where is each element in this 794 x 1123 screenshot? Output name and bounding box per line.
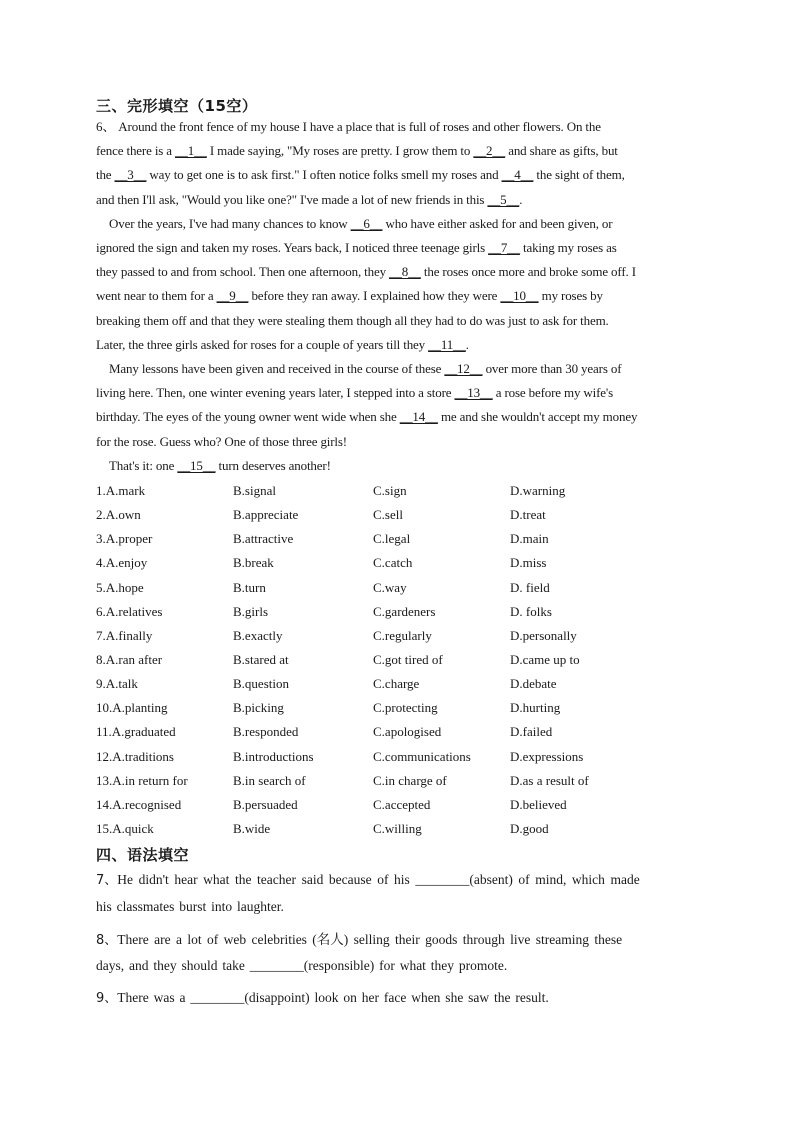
cloze-passage (96, 115, 696, 478)
passage-text: Many lessons have been given and received in the course of these (109, 361, 445, 377)
option-row-15 (96, 817, 696, 841)
option-row-14 (96, 793, 696, 817)
option-row-7 (96, 624, 696, 648)
option-5-a: 5.A.hope (96, 579, 144, 595)
option-15-c: C.willing (373, 820, 422, 836)
q7-number: 7、 (96, 873, 118, 888)
q9-number: 9、 (96, 991, 118, 1006)
option-row-13 (96, 769, 696, 793)
blank-14: __14__ (399, 409, 438, 425)
passage-text: fence there is a (96, 143, 176, 159)
passage-line (96, 139, 696, 163)
option-10-a: 10.A.planting (96, 700, 168, 716)
option-11-b: B.responded (233, 724, 299, 740)
option-13-c: C.in charge of (373, 772, 447, 788)
q8-line2: days, and they should take ________(responsible) for what they promote. (96, 958, 508, 973)
option-1-c: C.sign (373, 483, 407, 498)
passage-text: That's it: one (109, 457, 178, 473)
option-11-c: C.apologised (373, 724, 442, 740)
passage-line (96, 188, 696, 212)
option-7-b: B.exactly (233, 627, 283, 643)
option-8-c: C.got tired of (373, 651, 443, 667)
option-3-a: 3.A.proper (96, 531, 153, 547)
option-2-b: B.appreciate (233, 507, 299, 523)
option-14-c: C.accepted (373, 796, 431, 812)
blank-11: __11__ (428, 336, 466, 352)
passage-text: and share as gifts, but (505, 143, 618, 159)
passage-line (96, 309, 696, 333)
passage-line (96, 260, 696, 284)
option-4-b: B.break (233, 555, 274, 571)
option-10-c: C.protecting (373, 700, 438, 716)
blank-5: __5__ (487, 191, 520, 207)
passage-line (96, 454, 696, 478)
passage-text: went near to them for a (96, 288, 217, 304)
passage-line (96, 212, 696, 236)
option-row-2 (96, 503, 696, 527)
option-6-a: 6.A.relatives (96, 603, 163, 619)
blank-10: __10__ (500, 288, 539, 304)
option-12-b: B.introductions (233, 748, 314, 764)
option-row-8 (96, 648, 696, 672)
passage-text: . (519, 191, 523, 207)
option-row-9 (96, 672, 696, 696)
option-9-d: D.debate (510, 676, 557, 692)
option-row-5 (96, 576, 696, 600)
option-3-b: B.attractive (233, 531, 294, 547)
option-row-10 (96, 696, 696, 720)
option-12-a: 12.A.traditions (96, 748, 174, 764)
passage-line (96, 357, 696, 381)
option-row-4 (96, 551, 696, 575)
passage-text: they passed to and from school. Then one afternoon, they (96, 264, 390, 280)
option-8-a: 8.A.ran after (96, 651, 163, 667)
option-13-d: D.as a result of (510, 772, 589, 788)
passage-text: the (96, 167, 115, 183)
q9-text-1: There was a ________(disappoint) look on her face when she saw the result. (117, 990, 549, 1005)
passage-line (96, 381, 696, 405)
passage-line (96, 163, 696, 187)
option-12-d: D.expressions (510, 748, 584, 764)
option-14-a: 14.A.recognised (96, 796, 182, 812)
passage-line (96, 430, 696, 454)
option-5-d: D. field (510, 579, 550, 595)
blank-13: __13__ (454, 385, 493, 401)
passage-text: turn deserves another! (215, 457, 331, 473)
option-4-a: 4.A.enjoy (96, 555, 148, 571)
passage-line (96, 115, 696, 139)
passage-text: before they ran away. I explained how they were (248, 288, 501, 304)
option-15-a: 15.A.quick (96, 820, 154, 836)
q7-text-1: He didn't hear what the teacher said because of his ________(absent) of mind, which made (117, 872, 640, 887)
passage-text: me and she wouldn't accept my money (437, 409, 638, 425)
q9-line1 (96, 987, 694, 1006)
passage-text: Over the years, I've had many chances to know (109, 215, 351, 231)
blank-15: __15__ (177, 457, 216, 473)
option-11-a: 11.A.graduated (96, 724, 176, 740)
option-6-c: C.gardeners (373, 603, 436, 619)
option-9-b: B.question (233, 676, 289, 692)
option-7-c: C.regularly (373, 627, 432, 643)
blank-2: __2__ (473, 143, 506, 159)
passage-line (96, 405, 696, 429)
passage-text: living here. Then, one winter evening years later, I stepped into a store (96, 385, 455, 401)
passage-text: a rose before my wife's (492, 385, 614, 401)
option-8-b: B.stared at (233, 651, 289, 667)
option-11-d: D.failed (510, 724, 553, 740)
passage-text: breaking them off and that they were stealing them though all they had to do was just to ask for them. (96, 312, 609, 328)
q8-text-1: There are a lot of web celebrities (名人) selling their goods through live streaming these (117, 932, 623, 947)
option-9-a: 9.A.talk (96, 676, 138, 692)
blank-4: __4__ (501, 167, 534, 183)
section4-title: 四、语法填空 (96, 846, 190, 864)
passage-text: the roses once more and broke some off. I (420, 264, 636, 280)
option-1-a: 1.A.mark (96, 483, 146, 498)
option-4-d: D.miss (510, 555, 547, 571)
passage-text: for the rose. Guess who? One of those three girls! (96, 433, 347, 449)
blank-7: __7__ (488, 240, 520, 256)
option-7-d: D.personally (510, 627, 577, 643)
option-15-d: D.good (510, 820, 549, 836)
option-1-d: D.warning (510, 483, 566, 498)
option-4-c: C.catch (373, 555, 413, 571)
passage-line (96, 284, 696, 308)
passage-text: 6、 Around the front fence of my house I have a place that is full of roses and other flowers. On the (96, 119, 601, 134)
passage-text: . (465, 336, 469, 352)
passage-line (96, 236, 696, 260)
option-10-b: B.picking (233, 700, 284, 716)
passage-text: and then I'll ask, "Would you like one?" I've made a lot of new friends in this (96, 191, 488, 207)
blank-6: __6__ (350, 215, 383, 231)
passage-text: over more than 30 years of (482, 361, 622, 377)
q7-line1 (96, 869, 694, 888)
blank-8: __8__ (389, 264, 421, 280)
option-15-b: B.wide (233, 820, 271, 836)
option-10-d: D.hurting (510, 700, 561, 716)
option-14-d: D.believed (510, 796, 567, 812)
option-13-b: B.in search of (233, 772, 306, 788)
blank-9: __9__ (216, 288, 249, 304)
passage-text: who have either asked for and been given, or (382, 215, 613, 231)
passage-text: ignored the sign and taken my roses. Years back, I noticed three teenage girls (96, 240, 489, 256)
option-row-1 (96, 479, 696, 503)
option-6-b: B.girls (233, 603, 269, 619)
passage-text: way to get one is to ask first." I often notice folks smell my roses and (146, 167, 502, 183)
option-2-d: D.treat (510, 507, 546, 523)
option-6-d: D. folks (510, 603, 552, 619)
option-5-b: B.turn (233, 579, 266, 595)
q8-line1 (96, 928, 694, 948)
passage-line (96, 333, 696, 357)
passage-text: birthday. The eyes of the young owner went wide when she (96, 409, 400, 425)
q7-line2: his classmates burst into laughter. (96, 899, 284, 914)
option-13-a: 13.A.in return for (96, 772, 188, 788)
option-9-c: C.charge (373, 676, 420, 692)
option-7-a: 7.A.finally (96, 627, 153, 643)
passage-text: my roses by (538, 288, 603, 304)
q8-number: 8、 (96, 933, 118, 948)
passage-text: the sight of them, (533, 167, 625, 183)
option-row-11 (96, 720, 696, 744)
option-5-c: C.way (373, 579, 407, 595)
option-1-b: B.signal (233, 483, 276, 498)
blank-3: __3__ (114, 167, 147, 183)
option-3-c: C.legal (373, 531, 411, 547)
passage-text: Later, the three girls asked for roses for a couple of years till they (96, 336, 429, 352)
blank-12: __12__ (444, 361, 483, 377)
option-12-c: C.communications (373, 748, 471, 764)
option-3-d: D.main (510, 531, 549, 547)
cloze-options (96, 479, 696, 841)
option-8-d: D.came up to (510, 651, 580, 667)
option-2-c: C.sell (373, 507, 403, 523)
option-row-3 (96, 527, 696, 551)
blank-1: __1__ (175, 143, 207, 159)
section3-title: 三、完形填空（15空） (96, 97, 258, 115)
option-row-12 (96, 745, 696, 769)
option-2-a: 2.A.own (96, 507, 141, 523)
option-row-6 (96, 600, 696, 624)
passage-text: I made saying, "My roses are pretty. I grow them to (206, 143, 474, 159)
passage-text: taking my roses as (519, 240, 617, 256)
option-14-b: B.persuaded (233, 796, 298, 812)
